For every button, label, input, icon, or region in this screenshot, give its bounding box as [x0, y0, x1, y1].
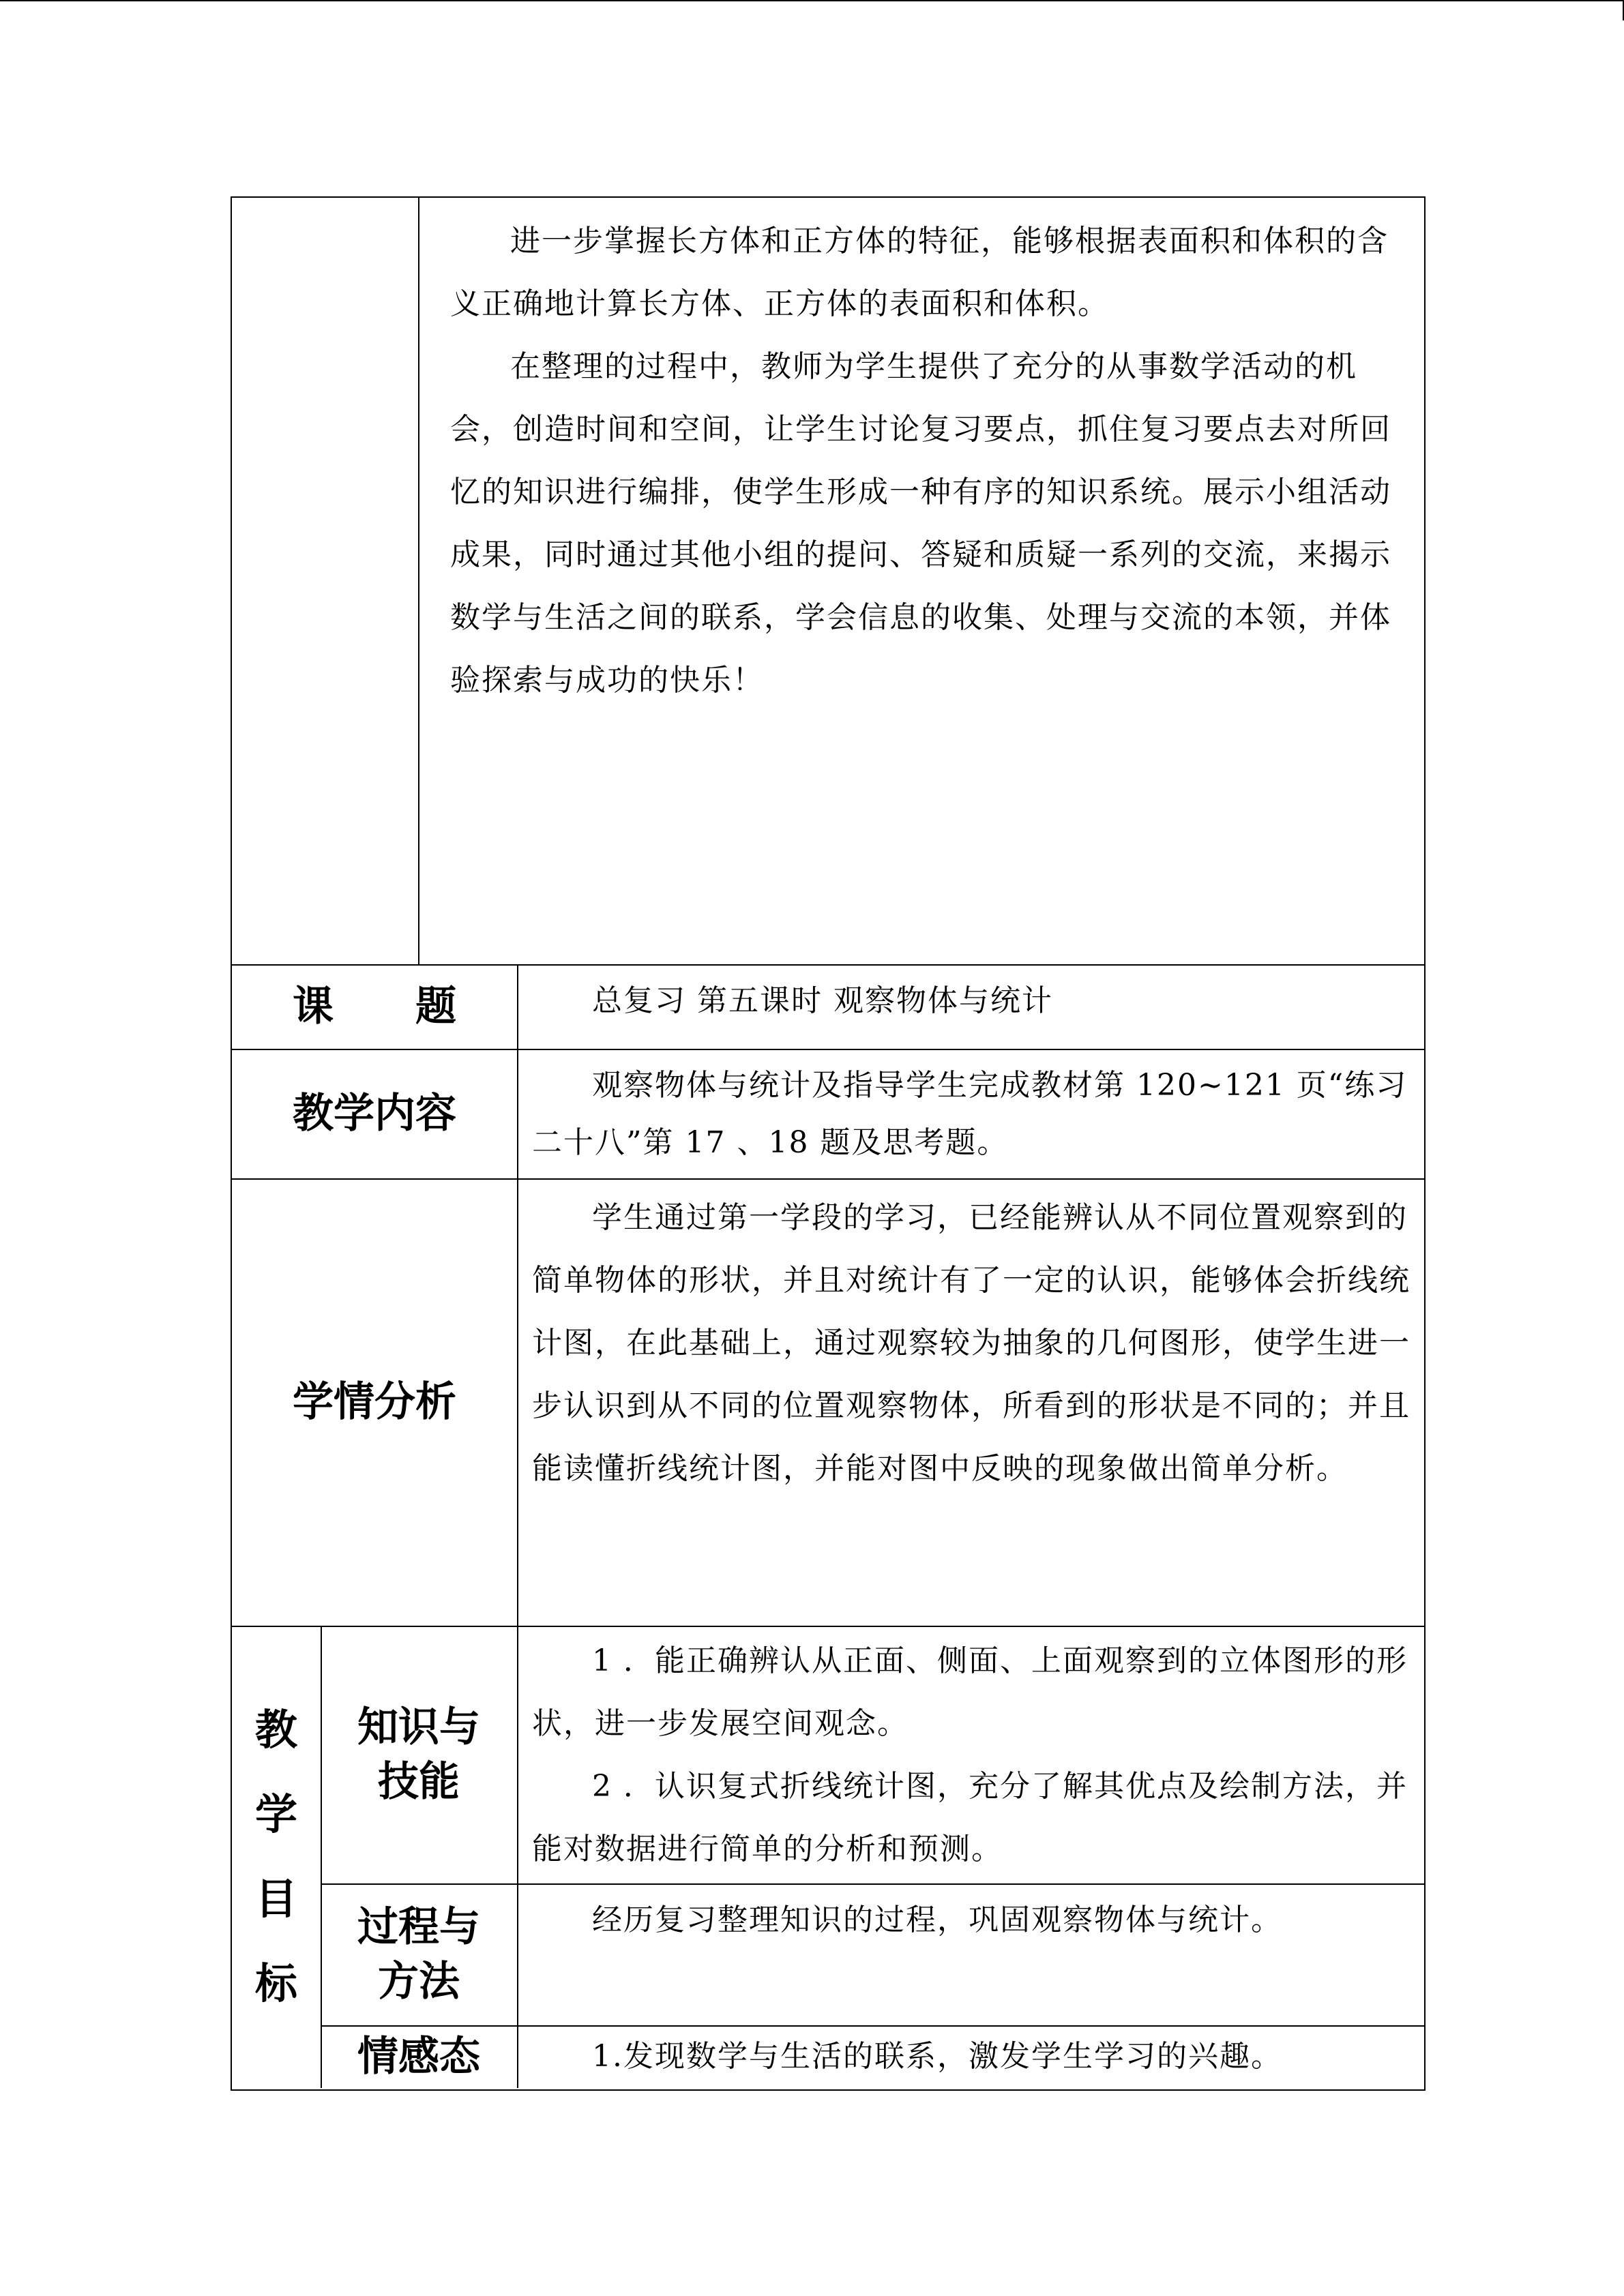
emotion-text: 1.发现数学与生活的联系，激发学生学习的兴趣。 [592, 2039, 1282, 2074]
teaching-content-text: 观察物体与统计及指导学生完成教材第 120~121 页“练习二十八”第 17 、18 题及思考题。 [532, 1068, 1408, 1160]
knowledge-content [532, 1630, 1412, 1881]
emotion-content [532, 2027, 1412, 2087]
page-top-border [0, 0, 1624, 1]
process-label [321, 1883, 517, 2025]
emotion-label: 情感态 [357, 2033, 480, 2081]
knowledge-label-line-2: 技能 [378, 1758, 460, 1806]
knowledge-label-line-1: 知识与 [357, 1703, 480, 1751]
objectives-char-4: 标 [254, 1958, 297, 2008]
process-text: 经历复习整理知识的过程，巩固观察物体与统计。 [592, 1903, 1282, 1937]
knowledge-item-2: 2 ．认识复式折线统计图，充分了解其优点及绘制方法，并能对数据进行简单的分析和预测。 [532, 1769, 1408, 1866]
objectives-group-label [232, 1626, 321, 2088]
topic-text: 总复习 第五课时 观察物体与统计 [592, 983, 1053, 1018]
student-analysis-label: 学情分析 [293, 1378, 456, 1426]
top-section-content [450, 210, 1405, 712]
topic-content [532, 970, 1412, 1032]
topic-label: 课 题 [293, 983, 456, 1030]
top-paragraph-2: 在整理的过程中，教师为学生提供了充分的从事数学活动的机会，创造时间和空间，让学生讨论复习要点，抓住复习要点去对所回忆的知识进行编排，使学生形成一种有序的知识系统。展示小组活动成果，同时通过其他小组的提问、答疑和质疑一系列的交流，来揭示数学与生活之间的联系，学会信息的收集、处理与交流的本领，并体验探索与成功的快乐！ [450, 349, 1391, 698]
process-label-line-2: 方法 [378, 1958, 460, 2006]
objectives-char-3: 目 [254, 1874, 297, 1924]
teaching-content-label: 教学内容 [293, 1090, 456, 1137]
top-section-divider [418, 198, 419, 964]
teaching-content-content [532, 1057, 1412, 1172]
objectives-char-1: 教 [254, 1705, 297, 1755]
process-content [532, 1890, 1412, 1950]
lesson-plan-table [231, 964, 1426, 2091]
student-analysis-content [532, 1187, 1412, 1500]
process-label-line-1: 过程与 [357, 1903, 480, 1951]
knowledge-label [321, 1626, 517, 1883]
objectives-char-2: 学 [254, 1789, 297, 1839]
label-column-divider [517, 964, 518, 2088]
top-paragraph-1: 进一步掌握长方体和正方体的特征，能够根据表面积和体积的含义正确地计算长方体、正方体的表面积和体积。 [450, 224, 1389, 321]
knowledge-item-1: 1 ．能正确辨认从正面、侧面、上面观察到的立体图形的形状，进一步发展空间观念。 [532, 1643, 1408, 1741]
student-analysis-text: 学生通过第一学段的学习，已经能辨认从不同位置观察到的简单物体的形状，并且对统计有了一定的认识，能够体会折线统计图，在此基础上，通过观察较为抽象的几何图形，使学生进一步认识到从不同的位置观察物体，所看到的形状是不同的；并且能读懂折线统计图，并能对图中反映的现象做出简单分析。 [532, 1200, 1411, 1486]
top-section-table [231, 196, 1426, 966]
